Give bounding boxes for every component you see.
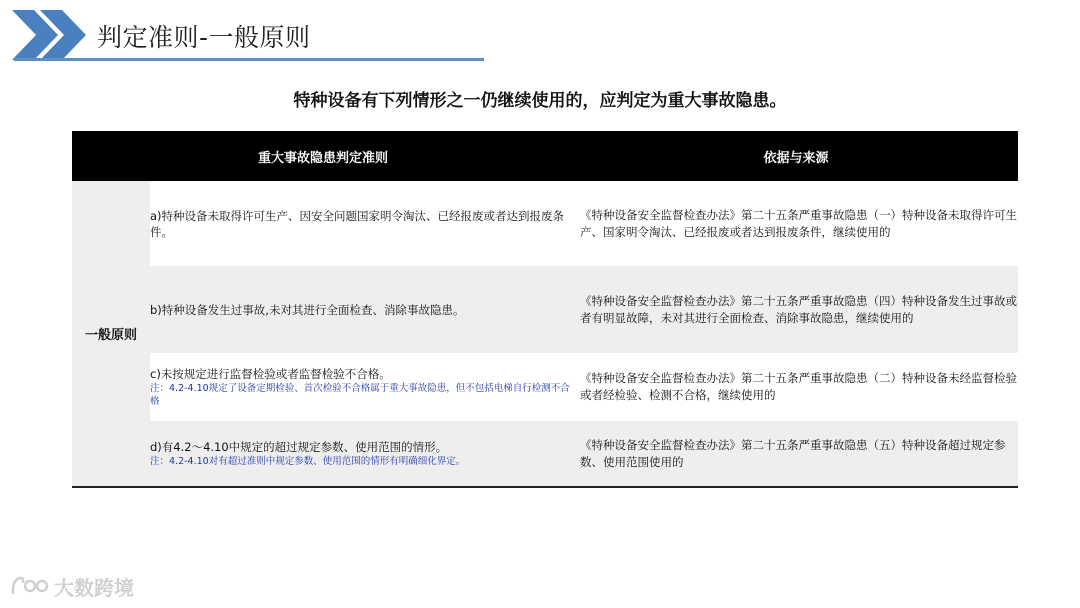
source-cell: 《特种设备安全监督检查办法》第二十五条严重事故隐患（二）特种设备未经监督检验或者经检验、检测不合格，继续使用的	[580, 371, 1017, 402]
criterion-cell	[150, 181, 574, 266]
criterion-note: 注：4.2-4.10对有超过准则中规定参数、使用范围的情形有明确细化界定。	[150, 456, 466, 467]
criterion-text: c)未按规定进行监督检验或者监督检验不合格。	[150, 367, 391, 381]
criterion-text: b)特种设备发生过事故,未对其进行全面检查、消除事故隐患。	[150, 302, 465, 317]
criterion-cell	[150, 266, 574, 353]
table-header	[72, 131, 1018, 181]
table-row	[150, 181, 1018, 266]
criterion-note: 注：4.2-4.10规定了设备定期检验、首次检验不合格属于重大事故隐患，但不包括电梯自行检测不合格	[150, 383, 570, 407]
page-title: 判定准则-一般原则	[97, 23, 311, 52]
criterion-cell	[150, 353, 574, 421]
source-cell: 《特种设备安全监督检查办法》第二十五条严重事故隐患（四）特种设备发生过事故或者有明显故障，未对其进行全面检查、消除事故隐患，继续使用的	[580, 293, 1017, 325]
double-chevron-icon	[12, 10, 88, 60]
source-cell: 《特种设备安全监督检查办法》第二十五条严重事故隐患（一）特种设备未取得许可生产、国家明令淘汰、已经报废或者达到报废条件，继续使用的	[580, 207, 1017, 239]
source-cell: 《特种设备安全监督检查办法》第二十五条严重事故隐患（五）特种设备超过规定参数、使用范围使用的	[580, 437, 1006, 469]
criterion-text: d)有4.2～4.10中规定的超过规定参数、使用范围的情形。	[150, 440, 448, 454]
category-cell: 一般原则	[72, 181, 150, 486]
title-underline	[14, 58, 484, 61]
slide-header	[0, 0, 1080, 70]
table-body	[72, 181, 1018, 488]
table-row	[150, 421, 1018, 486]
criterion-text: a)特种设备未取得许可生产、因安全问题国家明令淘汰、已经报废或者达到报废条件。	[150, 208, 565, 239]
watermark-text: 大数跨境	[54, 576, 134, 600]
header-criteria: 重大事故隐患判定准则	[257, 150, 388, 166]
watermark	[10, 572, 134, 601]
table-row	[150, 266, 1018, 353]
criteria-table	[72, 131, 1018, 488]
slide-subtitle: 特种设备有下列情形之一仍继续使用的，应判定为重大事故隐患。	[293, 91, 787, 111]
watermark-logo-icon	[10, 574, 50, 600]
header-source: 依据与来源	[763, 150, 829, 166]
table-row	[150, 353, 1018, 421]
criterion-cell	[150, 421, 574, 486]
